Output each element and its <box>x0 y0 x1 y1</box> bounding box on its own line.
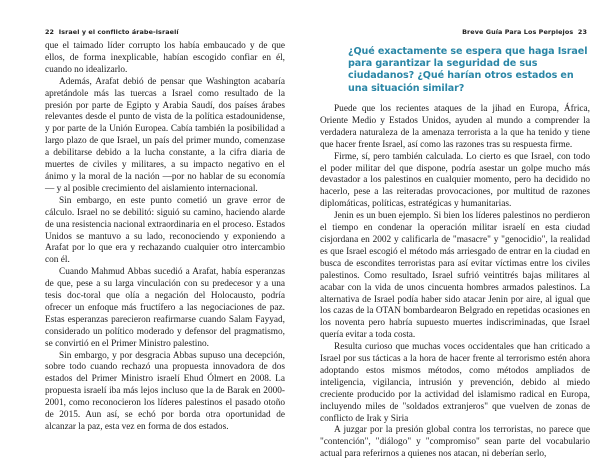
paragraph: Además, Arafat debió de pensar que Washington acabaría apretándole más las tuercas a Israel como resultado de la presión por parte de Egipto y Arabia Saudí, dos países árabes relevantes desde el punto de vista de la política estadounidense, y por parte de la Unión Europea. Cabía también la posibilidad a largo plazo de que Israel, un país del primer mundo, comenzase a debilitarse debido a la lucha constante, a la cifra diaria de muertes de civiles y militares, a su impacto negativo en el ánimo y la moral de la nación —por no hablar de su economía— y al posible crecimiento del aislamiento internacional. <box>45 76 285 194</box>
paragraph: Sin embargo, en este punto cometió un grave error de cálculo. Israel no se debilitó: siguió su camino, haciendo alarde de una resistencia nacional extraordinaria en el proceso. Estados Unidos se mantuvo a su lado, reconociendo y exponiendo a Arafat por lo que era y rechazando cualquier otro intercambio con él. <box>45 195 285 266</box>
right-page <box>300 0 600 463</box>
paragraph: Sin embargo, y por desgracia Abbas supuso una decepción, sobre todo cuando rechazó una propuesta innovadora de dos estados del Primer Ministro israelí Ehud Ólmert en 2008. La propuesta israelí iba más lejos incluso que la de Barak en 2000-2001, como reconocieron los líderes palestinos el pasado otoño de 2015. Aun así, se echó por borda otra oportunidad de alcanzar la paz, esta vez en forma de dos estados. <box>45 350 285 432</box>
left-body-text <box>45 41 285 434</box>
left-page-number: 22 <box>45 28 55 36</box>
paragraph: Cuando Mahmud Abbas sucedió a Arafat, había esperanzas de que, pese a su larga vinculación con su predecesor y a una tesis doc-toral que olía a negación del Holocausto, podría ofrecer un enfoque más fructífero a las negociaciones de paz. Estas esperanzas parecieron reafirmarse cuando Salam Fayyad, considerado un político moderado y defensor del pragmatismo, se convirtió en el Primer Ministro palestino. <box>45 267 285 349</box>
paragraph: que el taimado líder corrupto los había embaucado y de que ellos, de forma inexplicable, habían escogido confiar en él, cuando no idealizarlo. <box>45 41 285 75</box>
paragraph: Puede que los recientes ataques de la jihad en Europa, África, Oriente Medio y Estados Unidos, ayuden al mundo a comprender la verdadera naturaleza de la amenaza terrorista a la que ha tenido y tiene que hacer frente Israel, así como las razones tras su respuesta firme. <box>320 104 590 150</box>
right-page-number: 23 <box>577 28 587 36</box>
right-running-head-title: Breve Guía Para Los Perplejos <box>462 28 574 36</box>
left-running-head <box>45 28 179 36</box>
paragraph: Jenin es un buen ejemplo. Si bien los líderes palestinos no perdieron el tiempo en condenar la operación militar israelí en esta ciudad cisjordana en 2002 y calificarla de "masacre" y "genocidio", la realidad es que Israel escogió el método más arriesgado de entrar en la ciudad en busca de escondites terroristas para así evitar víctimas entre los civiles palestinos. Como resultado, Israel sufrió veintitrés bajas militares al acabar con la vida de unos cincuenta hombres armados palestinos. La alternativa de Israel podía haber sido atacar Jenin por aire, al igual que los cazas de la OTAN bombardearon Belgrado en repetidas ocasiones en los noventa pero habría supuesto muertes indiscriminadas, que Israel quería evitar a toda costa. <box>320 211 590 341</box>
right-running-head <box>462 28 587 36</box>
left-running-head-title: Israel y el conflicto árabe-israelí <box>58 28 179 36</box>
section-heading: ¿Qué exactamente se espera que haga Israel para garantizar la seguridad de sus ciudadanos? ¿Qué harían otros estados en una situación similar? <box>348 46 588 94</box>
paragraph: A juzgar por la presión global contra los terroristas, no parece que "contención", "diálogo" y "compromiso" sean parte del vocabulario actual para referirnos a quienes nos atacan, ni deberían serlo, <box>320 425 590 460</box>
right-body-text <box>320 104 590 461</box>
paragraph: Resulta curioso que muchas voces occidentales que han criticado a Israel por sus tácticas a la hora de hacer frente al terrorismo estén ahora adoptando estos mismos métodos, como métodos ampliados de inteligencia, vigilancia, intrusión y prevención, debido al miedo creciente producido por la actividad del islamismo radical en Europa, incluyendo miles de "soldados extranjeros" que vuelven de zonas de conflicto de Irak y Siria <box>320 342 590 424</box>
paragraph: Firme, sí, pero también calculada. Lo cierto es que Israel, con todo el poder militar del que dispone, podría asestar un golpe mucho más devastador a los palestinos en cualquier momento, pero ha decidido no hacerlo, pese a las reiteradas provocaciones, por multitud de razones diplomáticas, políticas, estratégicas y humanitarias. <box>320 151 590 210</box>
